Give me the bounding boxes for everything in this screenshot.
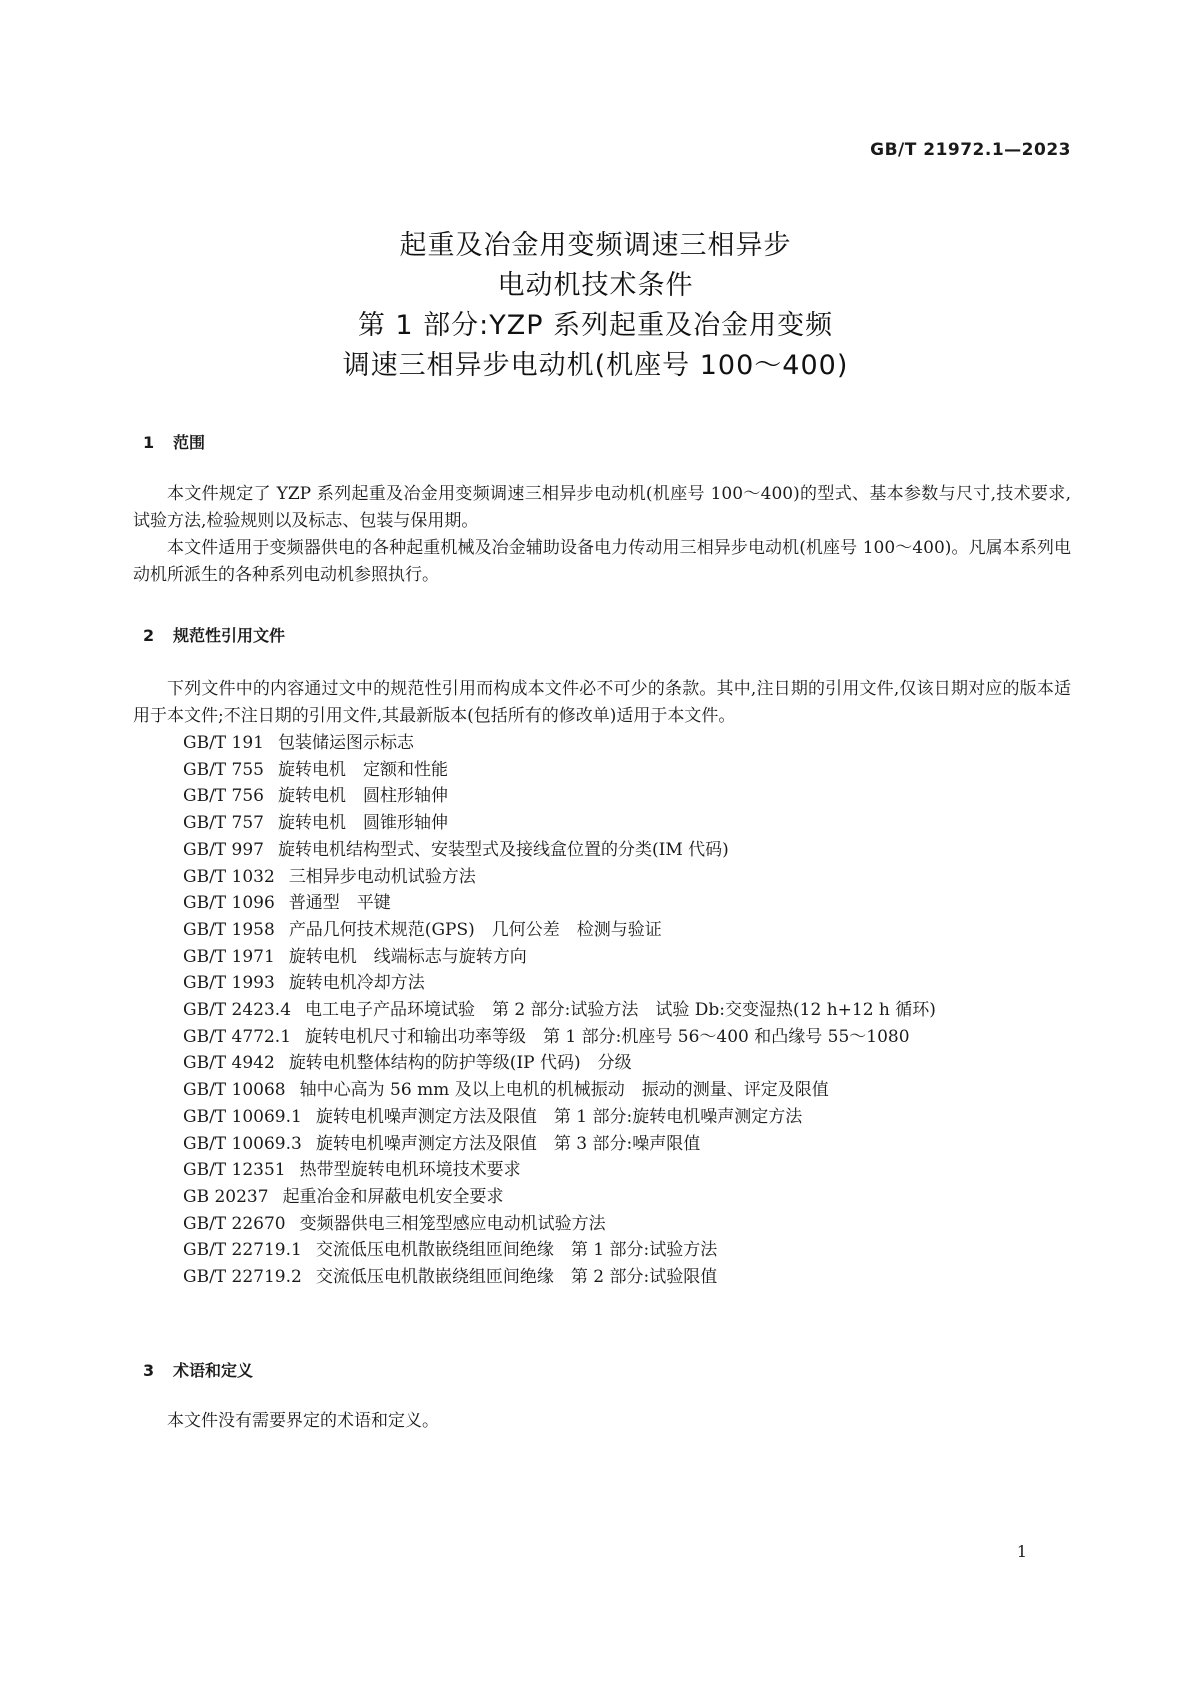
reference-title: 轴中心高为 56 mm 及以上电机的机械振动 振动的测量、评定及限值 bbox=[299, 1080, 829, 1101]
reference-title: 旋转电机噪声测定方法及限值 第 3 部分:噪声限值 bbox=[315, 1133, 701, 1154]
reference-item bbox=[143, 1050, 1071, 1077]
reference-code: GB/T 10069.1 bbox=[183, 1106, 302, 1127]
reference-title: 旋转电机 定额和性能 bbox=[278, 759, 448, 780]
reference-title: 旋转电机 线端标志与旋转方向 bbox=[288, 946, 527, 967]
title-line: 电动机技术条件 bbox=[497, 270, 694, 301]
reference-title: 旋转电机 圆柱形轴伸 bbox=[278, 786, 448, 807]
section-terms bbox=[143, 1358, 1071, 1381]
reference-item bbox=[143, 1077, 1071, 1104]
reference-code: GB/T 2423.4 bbox=[183, 1000, 292, 1021]
paragraph: 本文件规定了 YZP 系列起重及冶金用变频调速三相异步电动机(机座号 100～400)的型式、基本参数与尺寸,技术要求,试验方法,检验规则以及标志、包装与保用期。 bbox=[133, 484, 1071, 531]
reference-title: 旋转电机冷却方法 bbox=[288, 973, 425, 994]
reference-title: 起重冶金和屏蔽电机安全要求 bbox=[282, 1186, 504, 1207]
reference-item bbox=[143, 917, 1071, 944]
reference-title: 普通型 平键 bbox=[288, 893, 391, 914]
reference-code: GB/T 1971 bbox=[183, 946, 275, 967]
reference-code: GB/T 1958 bbox=[183, 919, 275, 940]
section-scope bbox=[143, 430, 1071, 453]
section-number: 1 bbox=[143, 433, 155, 452]
reference-title: 电工电子产品环境试验 第 2 部分:试验方法 试验 Db:交变湿热(12 h+12 h 循环) bbox=[305, 1000, 936, 1021]
reference-item bbox=[143, 757, 1071, 784]
reference-title: 旋转电机尺寸和输出功率等级 第 1 部分:机座号 56～400 和凸缘号 55～1080 bbox=[305, 1026, 910, 1047]
reference-item bbox=[143, 970, 1071, 997]
reference-item bbox=[143, 810, 1071, 837]
reference-code: GB/T 22670 bbox=[183, 1213, 286, 1234]
section-terms-body bbox=[143, 1408, 1071, 1435]
reference-item bbox=[143, 1184, 1071, 1211]
reference-item bbox=[143, 1237, 1071, 1264]
title-line: 起重及冶金用变频调速三相异步 bbox=[399, 230, 792, 261]
reference-code: GB/T 756 bbox=[183, 786, 264, 807]
reference-code: GB/T 997 bbox=[183, 839, 264, 860]
reference-code: GB/T 191 bbox=[183, 733, 264, 753]
reference-code: GB 20237 bbox=[183, 1186, 269, 1207]
reference-item bbox=[143, 1157, 1071, 1184]
section-title: 规范性引用文件 bbox=[173, 626, 286, 645]
reference-code: GB/T 1096 bbox=[183, 893, 275, 914]
reference-item bbox=[143, 1264, 1071, 1291]
page-number: 1 bbox=[1016, 1542, 1027, 1561]
reference-code: GB/T 1032 bbox=[183, 866, 275, 887]
section-heading bbox=[143, 430, 1071, 453]
paragraph: 下列文件中的内容通过文中的规范性引用而构成本文件必不可少的条款。其中,注日期的引用文件,仅该日期对应的版本适用于本文件;不注日期的引用文件,其最新版本(包括所有的修改单)适用于本文件。 bbox=[133, 679, 1071, 726]
section-heading bbox=[143, 623, 1071, 646]
document-title bbox=[0, 226, 1191, 386]
reference-list bbox=[143, 730, 1071, 1291]
reference-title: 产品几何技术规范(GPS) 几何公差 检测与验证 bbox=[288, 919, 662, 940]
reference-item bbox=[143, 1211, 1071, 1238]
reference-item bbox=[143, 837, 1071, 864]
reference-code: GB/T 757 bbox=[183, 813, 264, 834]
reference-item bbox=[143, 1104, 1071, 1131]
paragraph: 本文件没有需要界定的术语和定义。 bbox=[167, 1411, 439, 1431]
reference-title: 热带型旋转电机环境技术要求 bbox=[299, 1160, 521, 1181]
reference-title: 包装储运图示标志 bbox=[278, 733, 414, 753]
section-heading bbox=[143, 1358, 1071, 1381]
reference-code: GB/T 4772.1 bbox=[183, 1026, 292, 1047]
reference-item bbox=[143, 997, 1071, 1024]
reference-item bbox=[143, 1131, 1071, 1158]
reference-item bbox=[143, 864, 1071, 891]
section-title: 术语和定义 bbox=[173, 1361, 254, 1380]
reference-code: GB/T 10068 bbox=[183, 1080, 286, 1101]
reference-item bbox=[143, 890, 1071, 917]
reference-item bbox=[143, 1024, 1071, 1051]
section-title: 范围 bbox=[173, 433, 206, 452]
section-number: 3 bbox=[143, 1361, 155, 1380]
paragraph: 本文件适用于变频器供电的各种起重机械及冶金辅助设备电力传动用三相异步电动机(机座号 100～400)。凡属本系列电动机所派生的各种系列电动机参照执行。 bbox=[133, 538, 1071, 585]
reference-title: 交流低压电机散嵌绕组匝间绝缘 第 1 部分:试验方法 bbox=[315, 1240, 718, 1261]
reference-item bbox=[143, 730, 1071, 757]
section-number: 2 bbox=[143, 626, 155, 645]
reference-code: GB/T 4942 bbox=[183, 1053, 275, 1074]
title-line: 调速三相异步电动机(机座号 100～400) bbox=[342, 350, 849, 381]
reference-code: GB/T 22719.1 bbox=[183, 1240, 302, 1261]
section-normative-references bbox=[143, 623, 1071, 646]
reference-title: 旋转电机噪声测定方法及限值 第 1 部分:旋转电机噪声测定方法 bbox=[315, 1106, 803, 1127]
reference-item bbox=[143, 944, 1071, 971]
reference-code: GB/T 755 bbox=[183, 759, 264, 780]
reference-title: 旋转电机 圆锥形轴伸 bbox=[278, 813, 448, 834]
reference-title: 三相异步电动机试验方法 bbox=[288, 866, 476, 887]
reference-code: GB/T 12351 bbox=[183, 1160, 286, 1181]
reference-title: 变频器供电三相笼型感应电动机试验方法 bbox=[299, 1213, 606, 1234]
reference-title: 旋转电机结构型式、安装型式及接线盒位置的分类(IM 代码) bbox=[278, 839, 729, 860]
section-scope-body bbox=[133, 481, 1071, 589]
reference-item bbox=[143, 783, 1071, 810]
reference-code: GB/T 10069.3 bbox=[183, 1133, 302, 1154]
reference-code: GB/T 1993 bbox=[183, 973, 275, 994]
title-line: 第 1 部分:YZP 系列起重及冶金用变频 bbox=[357, 310, 834, 341]
reference-title: 交流低压电机散嵌绕组匝间绝缘 第 2 部分:试验限值 bbox=[315, 1267, 718, 1288]
reference-code: GB/T 22719.2 bbox=[183, 1267, 302, 1288]
reference-title: 旋转电机整体结构的防护等级(IP 代码) 分级 bbox=[288, 1053, 632, 1074]
section-references-body bbox=[133, 676, 1071, 1291]
standard-code: GB/T 21972.1—2023 bbox=[870, 140, 1071, 160]
